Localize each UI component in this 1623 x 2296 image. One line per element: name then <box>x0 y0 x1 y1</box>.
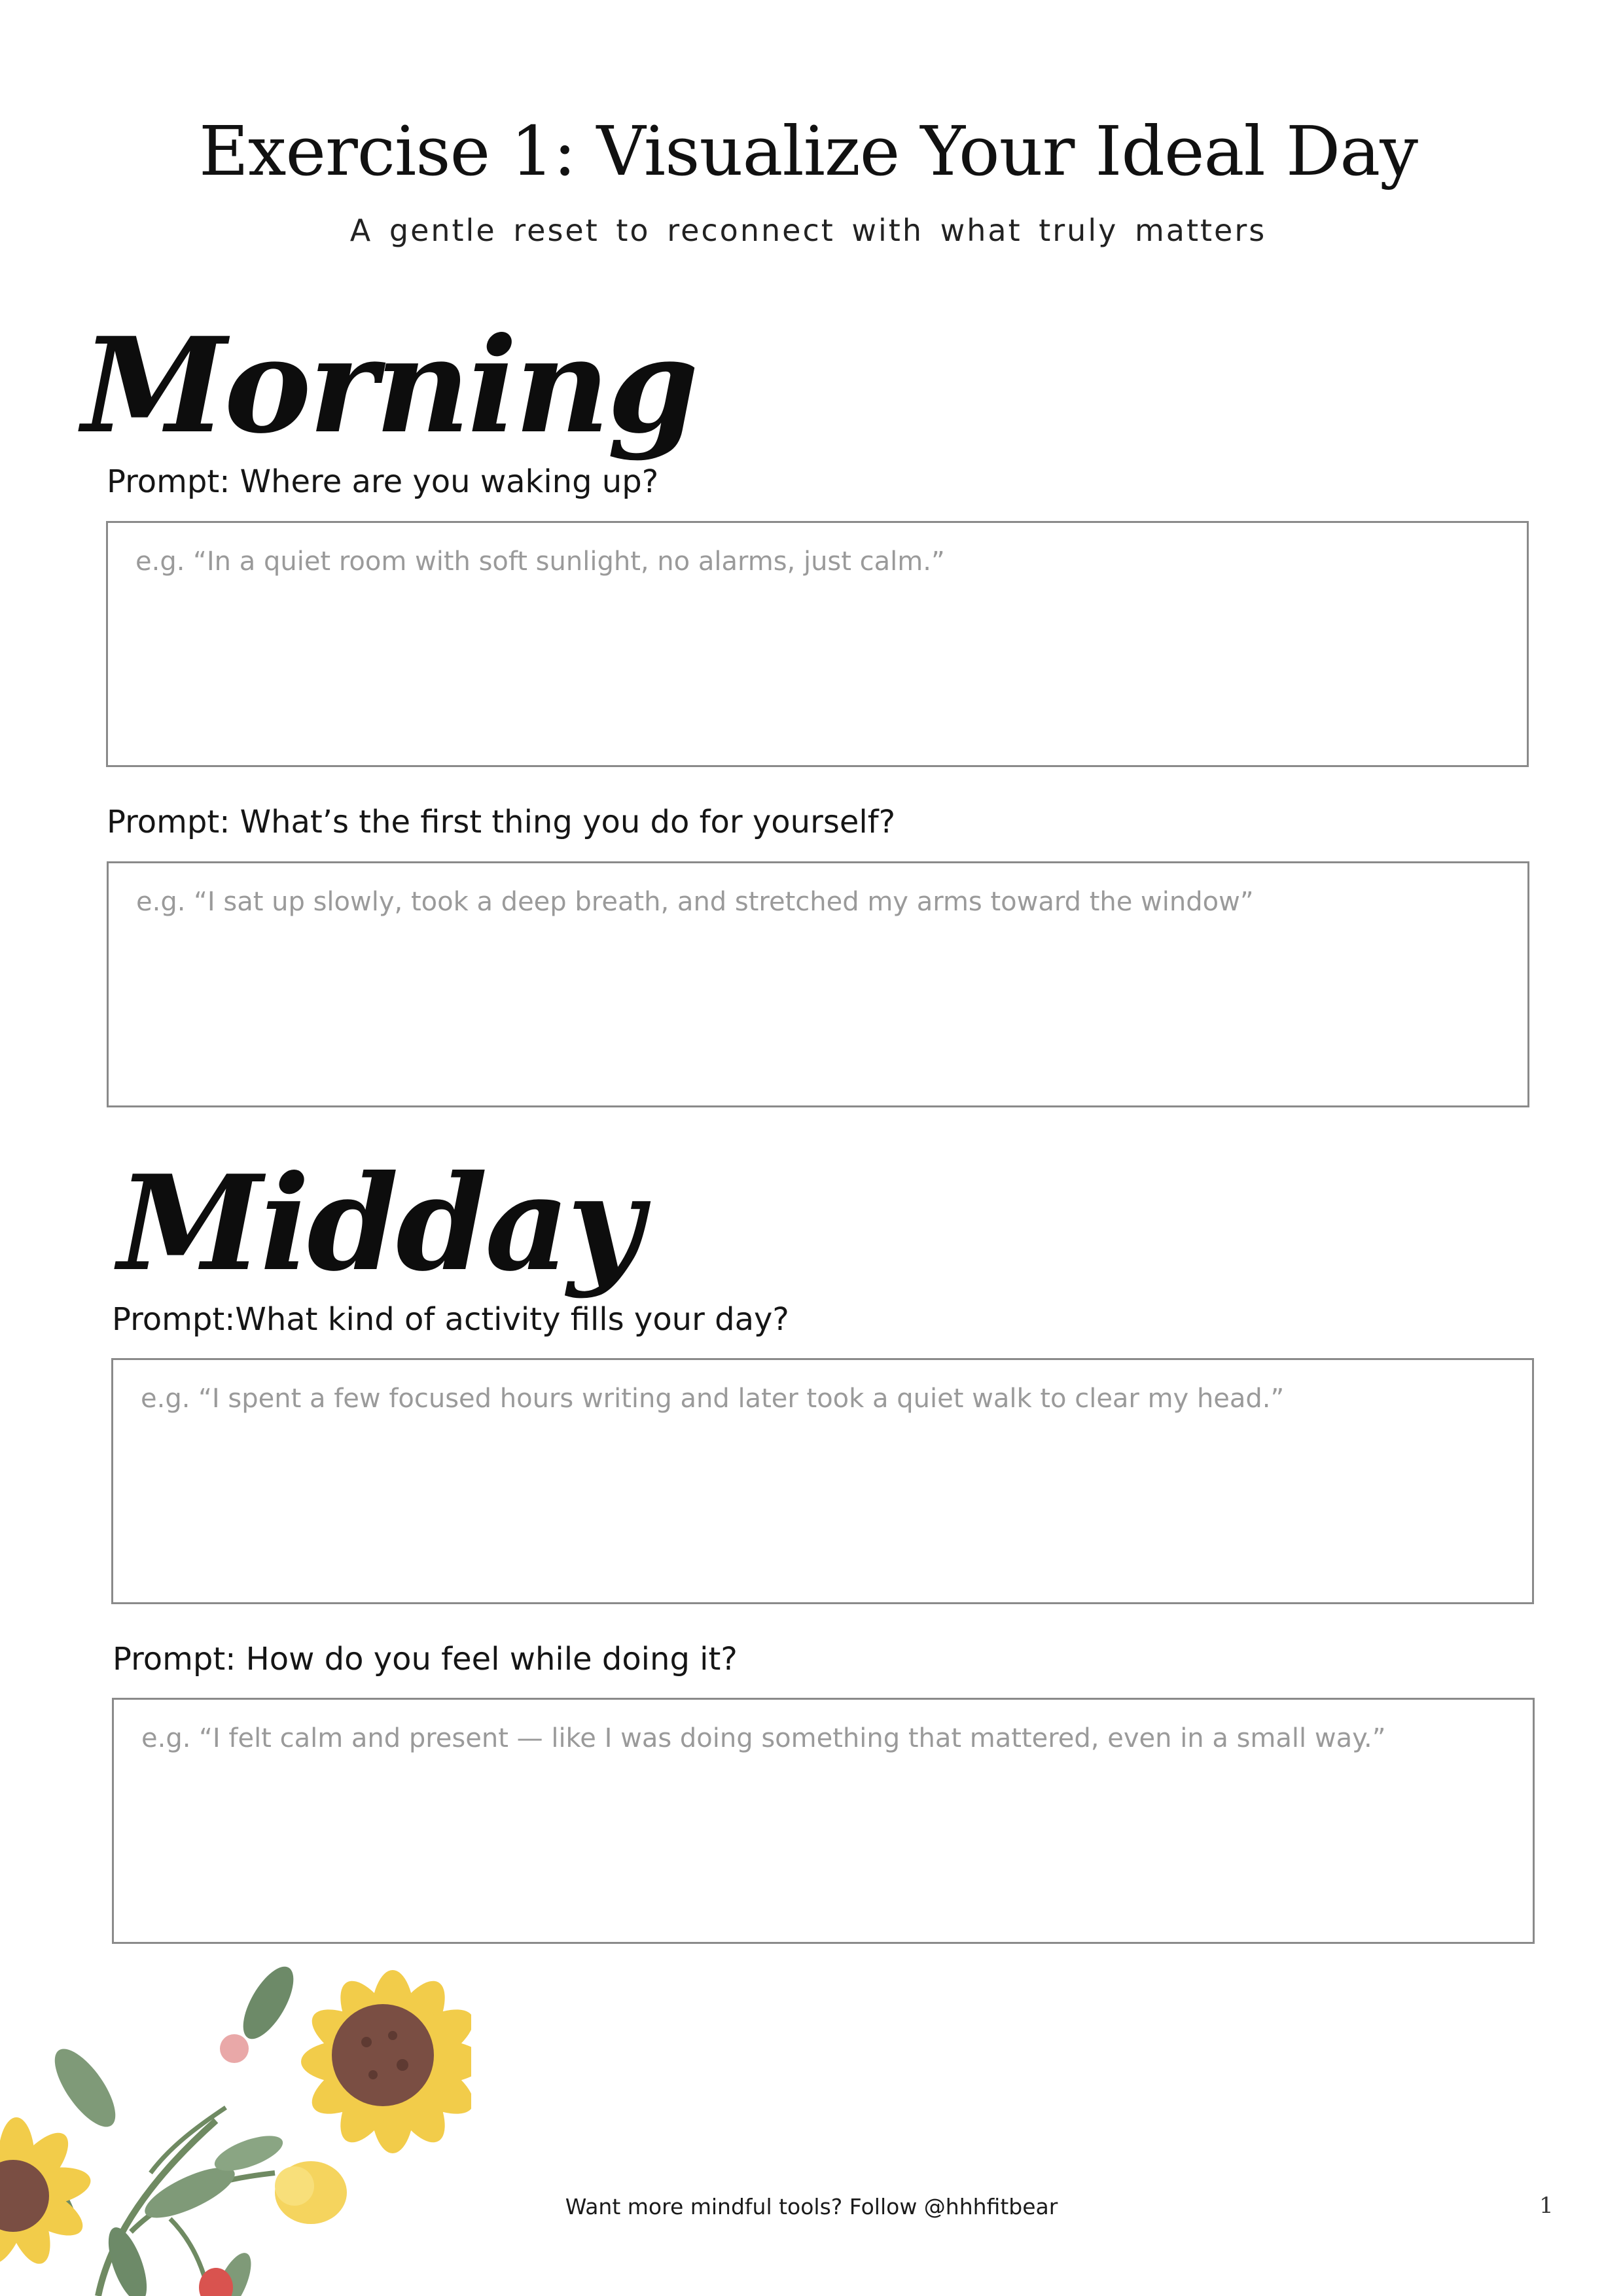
leaf <box>233 1959 303 2046</box>
page-subtitle: A gentle reset to reconnect with what truly matters <box>349 213 1267 248</box>
answer-box-feeling[interactable] <box>112 1698 1535 1944</box>
page-number: 1 <box>1539 2193 1554 2219</box>
example-text: e.g. “I sat up slowly, took a deep breath, and stretched my arms toward the window” <box>136 887 1254 917</box>
example-text: e.g. “I felt calm and present — like I was doing something that mattered, even in a small way.” <box>141 1723 1386 1753</box>
answer-box-activity[interactable] <box>111 1358 1534 1604</box>
leaf <box>44 2040 126 2136</box>
section-heading-midday: Midday <box>118 1147 641 1300</box>
example-text: e.g. “I spent a few focused hours writing and later took a quiet walk to clear my head.” <box>141 1384 1285 1414</box>
page-title: Exercise 1: Visualize Your Ideal Day <box>198 111 1418 191</box>
pink-bud <box>220 2034 249 2063</box>
prompt-label-first-thing: Prompt: What’s the first thing you do for yourself? <box>107 804 896 840</box>
answer-box-waking-up[interactable] <box>106 521 1529 767</box>
sunflower <box>301 1970 471 2153</box>
sunflower-illustration <box>0 1957 471 2296</box>
example-text: e.g. “In a quiet room with soft sunlight, no alarms, just calm.” <box>135 547 945 577</box>
prompt-label-waking-up: Prompt: Where are you waking up? <box>107 463 659 500</box>
prompt-label-feeling: Prompt: How do you feel while doing it? <box>113 1641 738 1677</box>
footer-follow-text: Want more mindful tools? Follow @hhhfitbear <box>565 2194 1058 2219</box>
section-heading-morning: Morning <box>82 309 696 463</box>
prompt-label-activity: Prompt:What kind of activity fills your day? <box>112 1301 789 1338</box>
stem <box>151 2108 226 2173</box>
answer-box-first-thing[interactable] <box>107 861 1529 1107</box>
